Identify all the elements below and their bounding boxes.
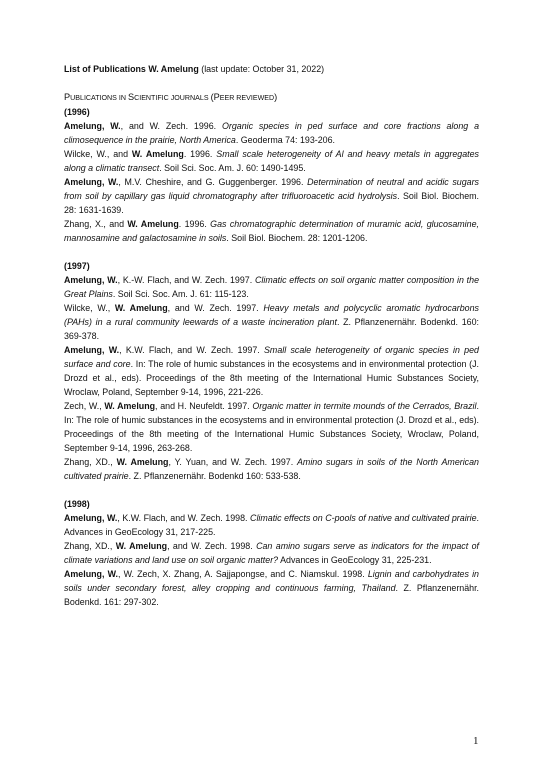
author-name: W. Amelung xyxy=(116,457,169,467)
citation-text: Zhang, X., and xyxy=(64,219,128,229)
citation-text: . Soil Biol. Biochem. 28: 1631-1639. xyxy=(64,191,479,215)
year-heading: (1997) xyxy=(64,261,90,271)
publication-title: Heavy metals and polycyclic aromatic hydrocarbons (PAHs) in a rural community leewards of a waste incineration plant xyxy=(64,303,479,327)
citation-text: , and W. Zech. 1998. xyxy=(167,541,257,551)
citation-text: . Advances in GeoEcology 31, 217-225. xyxy=(64,513,479,537)
publication-entry xyxy=(64,399,479,455)
author-name: Amelung, W. xyxy=(64,513,118,523)
author-name: W. Amelung xyxy=(114,303,168,313)
publication-title: Amino sugars in soils of the North American cultivated prairie xyxy=(64,457,479,481)
author-name: W. Amelung xyxy=(131,149,184,159)
citation-text: Zech, W., xyxy=(64,401,105,411)
publication-entry xyxy=(64,511,479,539)
section-heading-part: UBLICATIONS IN xyxy=(70,94,128,102)
page-number: 1 xyxy=(473,735,479,747)
citation-text: , Y. Yuan, and W. Zech. 1997. xyxy=(168,457,298,467)
citation-text: , K.W. Flach, and W. Zech. 1997. xyxy=(119,345,264,355)
publication-list xyxy=(64,62,479,609)
publication-title: Organic species in ped surface and core fractions along a climosequence in the prairie, North America xyxy=(64,121,480,145)
citation-text: Advances in GeoEcology 31, 225-231. xyxy=(278,555,432,565)
citation-text: Zhang, XD., xyxy=(64,541,116,551)
citation-text: , and W. Zech. 1996. xyxy=(120,121,222,131)
citation-text: . 1996. xyxy=(178,219,211,229)
citation-text: Zhang, XD., xyxy=(64,457,117,467)
citation-text: . Z. Pflanzenernähr. Bodenkd 160: 533-538. xyxy=(128,471,301,481)
citation-text: . Soil Sci. Soc. Am. J. 61: 115-123. xyxy=(112,289,249,299)
year-group xyxy=(64,259,479,483)
section-heading-part: (P xyxy=(210,92,220,102)
publication-entry xyxy=(64,217,479,245)
year-heading: (1998) xyxy=(64,499,90,509)
publication-entry xyxy=(64,175,479,217)
spacer xyxy=(64,245,479,259)
citation-text: . Soil Sci. Soc. Am. J. 60: 1490-1495. xyxy=(159,163,306,173)
section-heading-part: P xyxy=(64,92,71,102)
publication-entry xyxy=(64,301,479,343)
spacer xyxy=(64,483,479,497)
author-name: Amelung, W. xyxy=(64,177,119,187)
publication-title: Gas chromatographic determination of muramic acid, glucosamine, mannosamine and galactosamine in soils xyxy=(64,219,479,243)
year-group xyxy=(64,497,479,609)
section-heading-part: EER REVIEWED xyxy=(219,94,275,102)
publication-title: Small scale heterogeneity of Al and heavy metals in aggregates along a climatic transect xyxy=(64,149,479,173)
citation-text: Wilcke, W., xyxy=(64,303,115,313)
author-name: Amelung, W. xyxy=(64,275,118,285)
citation-text: . 1996. xyxy=(183,149,217,159)
year-groups xyxy=(64,105,479,609)
citation-text: Wilcke, W., and xyxy=(64,149,132,159)
publication-entry xyxy=(64,455,479,483)
citation-text: . Z. Pflanzenernähr. Bodenkd. 161: 297-302. xyxy=(64,583,480,607)
publication-title: Climatic effects on soil organic matter composition in the Great Plains xyxy=(64,275,479,299)
author-name: W. Amelung xyxy=(115,541,168,551)
year-group xyxy=(64,105,479,245)
publication-entry xyxy=(64,147,479,175)
spacer xyxy=(64,76,479,90)
citation-text: , K.-W. Flach, and W. Zech. 1997. xyxy=(117,275,255,285)
citation-text: , W. Zech, X. Zhang, A. Sajjapongse, and C. Niamskul. 1998. xyxy=(117,569,368,579)
section-heading-part: ) xyxy=(274,92,278,102)
citation-text: , and W. Zech. 1997. xyxy=(167,303,264,313)
citation-text: . In: The role of humic substances in the ecosystems and in environmental protection (J. Drozd et al., eds). Proceedings of the 8th meeting of the International Humic Substances Society, Wroclaw, Poland, September 9-14, 1996, 263-268. xyxy=(64,401,479,453)
section-heading-part: CIENTIFIC JOURNALS xyxy=(134,94,211,102)
publication-title: Organic matter in termite mounds of the Cerrados, Brazil xyxy=(252,401,477,411)
document-title-name: List of Publications W. Amelung xyxy=(64,64,199,74)
citation-text: , K.W. Flach, and W. Zech. 1998. xyxy=(117,513,251,523)
publication-entry xyxy=(64,119,479,147)
publication-entry xyxy=(64,273,479,301)
publication-entry xyxy=(64,343,479,399)
publication-entry xyxy=(64,567,479,609)
year-heading: (1996) xyxy=(64,107,90,117)
citation-text: . In: The role of humic substances in the ecosystems and in environmental protection (J. Drozd et al., eds). Proceedings of the 8th meeting of the International Humic Substances Society, Wroclaw, Poland, September 9-14, 1996, 221-226. xyxy=(64,359,479,397)
section-heading-part: S xyxy=(127,92,135,102)
citation-text: . Geoderma 74: 193-206. xyxy=(235,135,335,145)
document-title-update: (last update: October 31, 2022) xyxy=(198,64,325,74)
citation-text: , M.V. Cheshire, and G. Guggenberger. 1996. xyxy=(118,177,308,187)
author-name: W. Amelung xyxy=(127,219,179,229)
author-name: Amelung, W. xyxy=(64,121,121,131)
author-name: Amelung, W. xyxy=(64,569,118,579)
document-title xyxy=(64,62,479,76)
section-heading xyxy=(64,90,479,105)
author-name: Amelung, W. xyxy=(64,345,120,355)
author-name: W. Amelung xyxy=(104,401,156,411)
publication-title: Lignin and carbohydrates in soils under secondary forest, alley cropping and continuous farming, Thailand xyxy=(64,569,479,593)
citation-text: . Soil Biol. Biochem. 28: 1201-1206. xyxy=(226,233,368,243)
publication-title: Determination of neutral and acidic sugars from soil by capillary gas liquid chromatography after trifluoroacetic acid hydrolysis xyxy=(64,177,479,201)
publication-title: Climatic effects on C-pools of native and cultivated prairie xyxy=(250,513,477,523)
citation-text: . Z. Pflanzenernähr. Bodenkd. 160: 369-378. xyxy=(64,317,479,341)
publication-entry xyxy=(64,539,479,567)
publication-title: Small scale heterogeneity of organic species in ped surface and core xyxy=(64,345,479,369)
publication-title: Can amino sugars serve as indicators for the impact of climate variations and land use on soil organic matter? xyxy=(64,541,480,565)
citation-text: , and H. Neufeldt. 1997. xyxy=(155,401,253,411)
